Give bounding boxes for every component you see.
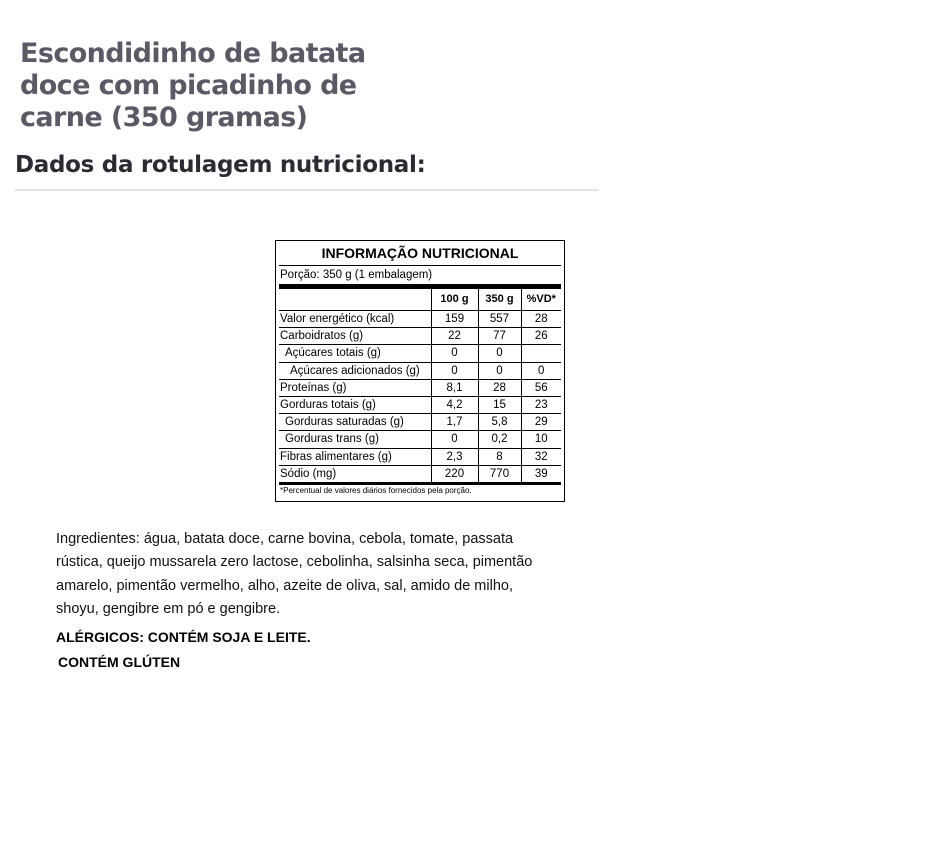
nutrient-value-100g: 2,3 [431, 448, 478, 465]
nutrient-value-100g: 0 [431, 362, 478, 379]
column-header-vd: %VD* [521, 289, 561, 311]
nutrient-label: Sódio (mg) [279, 465, 431, 483]
nutrition-header-row [279, 289, 561, 311]
nutrient-value-vd: 56 [521, 379, 561, 396]
table-row [279, 345, 561, 362]
nutrient-label: Gorduras saturadas (g) [279, 414, 431, 431]
nutrient-value-vd: 39 [521, 465, 561, 483]
nutrient-value-350g: 77 [478, 328, 521, 345]
gluten-warning: CONTÉM GLÚTEN [58, 654, 181, 670]
nutrient-value-vd: 29 [521, 414, 561, 431]
table-row [279, 465, 561, 483]
nutrient-value-350g: 770 [478, 465, 521, 483]
nutrient-label: Carboidratos (g) [279, 328, 431, 345]
nutrition-footnote: *Percentual de valores diários fornecidos pela porção. [280, 486, 472, 496]
nutrition-heading: INFORMAÇÃO NUTRICIONAL [279, 241, 561, 266]
nutrient-value-100g: 4,2 [431, 397, 478, 414]
nutrient-value-100g: 1,7 [431, 414, 478, 431]
table-row [279, 311, 561, 328]
table-row [279, 379, 561, 396]
nutrition-portion: Porção: 350 g (1 embalagem) [279, 266, 561, 289]
nutrient-value-350g: 0,2 [478, 431, 521, 448]
nutrition-header-blank [279, 289, 431, 311]
nutrient-value-vd: 0 [521, 362, 561, 379]
column-header-100g: 100 g [431, 289, 478, 311]
nutrient-value-vd [521, 345, 561, 362]
section-subtitle: Dados da rotulagem nutricional: [15, 152, 426, 178]
table-row [279, 397, 561, 414]
nutrient-value-350g: 5,8 [478, 414, 521, 431]
nutrient-value-vd: 26 [521, 328, 561, 345]
nutrient-value-100g: 220 [431, 465, 478, 483]
table-row [279, 448, 561, 465]
nutrient-value-100g: 0 [431, 431, 478, 448]
nutrient-label: Açúcares adicionados (g) [279, 362, 431, 379]
nutrient-value-350g: 557 [478, 311, 521, 328]
nutrient-value-vd: 10 [521, 431, 561, 448]
nutrient-value-350g: 28 [478, 379, 521, 396]
nutrient-label: Açúcares totais (g) [279, 345, 431, 362]
product-title: Escondidinho de batata doce com picadinho de carne (350 gramas) [20, 38, 366, 133]
column-header-350g: 350 g [478, 289, 521, 311]
nutrient-value-100g: 0 [431, 345, 478, 362]
nutrient-value-350g: 8 [478, 448, 521, 465]
section-divider [15, 189, 599, 191]
nutrient-value-100g: 8,1 [431, 379, 478, 396]
nutrition-facts-table [275, 240, 565, 502]
allergens-warning: ALÉRGICOS: CONTÉM SOJA E LEITE. [56, 629, 311, 645]
table-row [279, 414, 561, 431]
nutrient-value-vd: 32 [521, 448, 561, 465]
table-row [279, 328, 561, 345]
nutrient-value-vd: 23 [521, 397, 561, 414]
ingredients-text: Ingredientes: água, batata doce, carne bovina, cebola, tomate, passata rústica, queijo mussarela zero lactose, cebolinha, salsinha seca, pimentão amarelo, pimentão vermelho, alho, azeite de oliva, sal, amido de milho, shoyu, gengibre em pó e gengibre. [56, 531, 533, 618]
nutrient-value-vd: 28 [521, 311, 561, 328]
nutrient-value-100g: 159 [431, 311, 478, 328]
nutrient-label: Valor energético (kcal) [279, 311, 431, 328]
nutrient-label: Proteínas (g) [279, 379, 431, 396]
nutrient-label: Gorduras trans (g) [279, 431, 431, 448]
table-row [279, 362, 561, 379]
nutrient-label: Fibras alimentares (g) [279, 448, 431, 465]
table-row [279, 431, 561, 448]
nutrient-label: Gorduras totais (g) [279, 397, 431, 414]
nutrient-value-350g: 0 [478, 362, 521, 379]
nutrient-value-100g: 22 [431, 328, 478, 345]
nutrient-value-350g: 15 [478, 397, 521, 414]
nutrition-grid [279, 289, 561, 485]
nutrient-value-350g: 0 [478, 345, 521, 362]
